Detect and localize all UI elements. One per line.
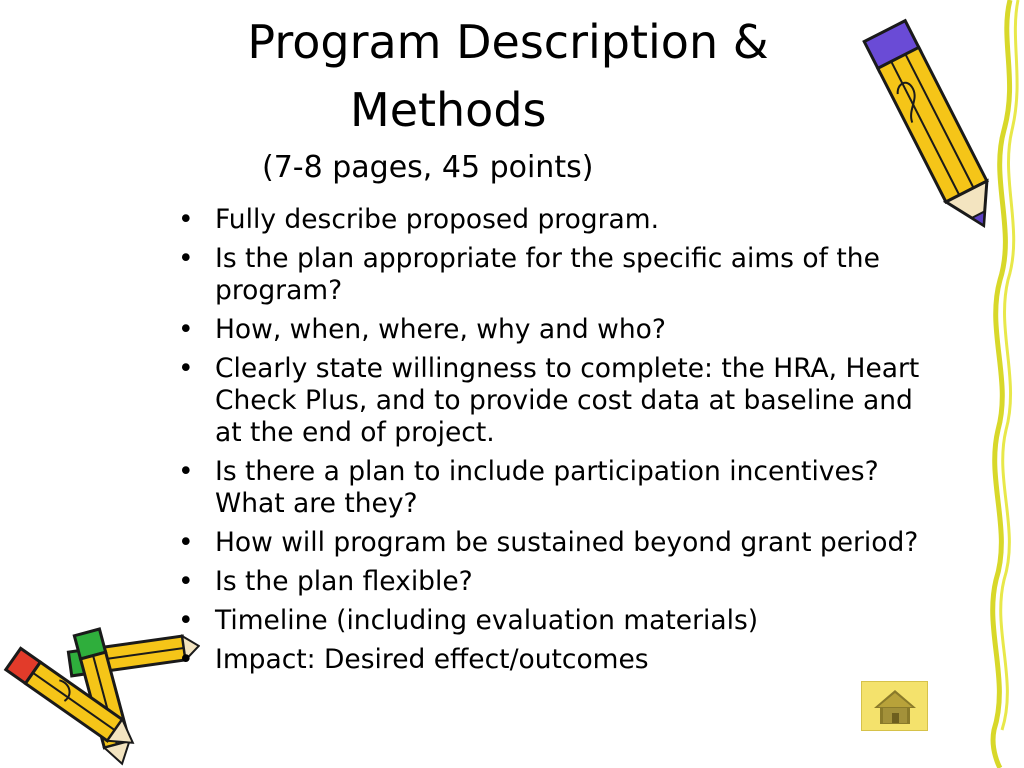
- bullet-text: Is the plan flexible?: [215, 566, 473, 597]
- list-item: [170, 353, 930, 449]
- list-item: [170, 605, 930, 637]
- bullet-text: How will program be sustained beyond grant period?: [215, 527, 919, 558]
- bullet-text: Fully describe proposed program.: [215, 204, 660, 235]
- bullet-text: Timeline (including evaluation materials): [215, 605, 759, 636]
- bullet-icon: •: [178, 353, 194, 384]
- slide-subtitle: (7-8 pages, 45 points): [262, 150, 594, 185]
- list-item: [170, 456, 930, 520]
- bullet-icon: •: [178, 243, 194, 274]
- slide-title: Program Description &: [247, 15, 769, 69]
- list-item: [170, 566, 930, 598]
- list-item: [170, 527, 930, 559]
- bullet-text: Clearly state willingness to complete: the HRA, Heart Check Plus, and to provide cost data at baseline and at the end of project.: [215, 353, 920, 448]
- bullet-text: Is there a plan to include participation incentives? What are they?: [215, 456, 879, 519]
- bullet-text: Impact: Desired effect/outcomes: [215, 644, 649, 675]
- bullet-icon: •: [178, 314, 194, 345]
- bullet-icon: •: [178, 204, 194, 235]
- list-item: [170, 204, 930, 236]
- bullet-icon: •: [178, 527, 194, 558]
- bullet-text: How, when, where, why and who?: [215, 314, 666, 345]
- bullet-icon: •: [178, 566, 194, 597]
- bullet-text: Is the plan appropriate for the specific aims of the program?: [215, 243, 880, 306]
- bullet-icon: •: [178, 644, 194, 675]
- bullet-icon: •: [178, 605, 194, 636]
- slide-title-continued: Methods: [350, 83, 547, 137]
- bullet-list: [170, 204, 930, 683]
- bullet-icon: •: [178, 456, 194, 487]
- home-icon: [862, 682, 929, 732]
- list-item: [170, 314, 930, 346]
- list-item: [170, 644, 930, 676]
- home-button[interactable]: [861, 681, 928, 731]
- list-item: [170, 243, 930, 307]
